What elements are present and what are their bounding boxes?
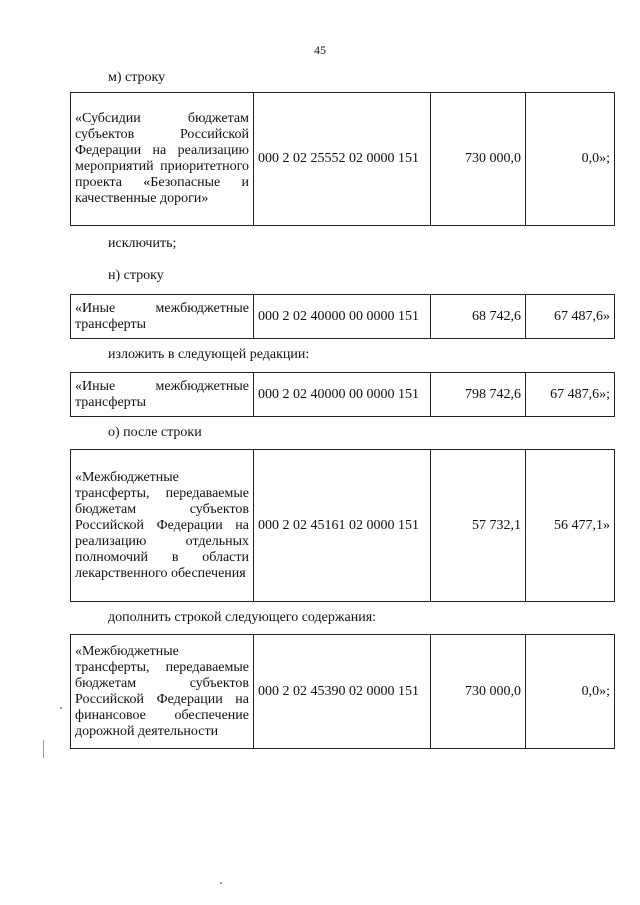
row-value-2: 56 477,1» (526, 450, 615, 602)
row-name: «Иные межбюджетные трансферты (71, 373, 254, 417)
row-code: 000 2 02 40000 00 0000 151 (254, 373, 431, 417)
table-row-n-new (70, 372, 615, 417)
instruction-m: м) строку (108, 70, 166, 85)
row-name: «Иные межбюджетные трансферты (71, 295, 254, 339)
table-row-m (70, 92, 615, 226)
table-row-n-old (70, 294, 615, 339)
row-value-1: 730 000,0 (431, 635, 526, 749)
row-code: 000 2 02 45390 02 0000 151 (254, 635, 431, 749)
scan-mark (220, 882, 222, 884)
table-row-o (70, 449, 615, 602)
row-value-1: 730 000,0 (431, 93, 526, 226)
row-name: «Межбюджетные трансферты, передаваемые бюджетам субъектов Российской Федерации на реализацию отдельных полномочий в области лекарственного обеспечения (71, 450, 254, 602)
row-value-2: 0,0»; (526, 635, 615, 749)
instruction-exclude: исключить; (108, 236, 177, 251)
scan-mark (60, 707, 62, 709)
row-name: «Межбюджетные трансферты, передаваемые бюджетам субъектов Российской Федерации на финансовое обеспечение дорожной деятельности (71, 635, 254, 749)
row-name: «Субсидии бюджетам субъектов Российской Федерации на реализацию мероприятий приоритетного проекта «Безопасные и качественные дороги» (71, 93, 254, 226)
row-value-1: 798 742,6 (431, 373, 526, 417)
row-value-1: 57 732,1 (431, 450, 526, 602)
row-value-2: 67 487,6» (526, 295, 615, 339)
row-code: 000 2 02 25552 02 0000 151 (254, 93, 431, 226)
instruction-o: о) после строки (108, 425, 202, 440)
table-row-add (70, 634, 615, 749)
row-value-2: 67 487,6»; (526, 373, 615, 417)
row-value-2: 0,0»; (526, 93, 615, 226)
row-value-1: 68 742,6 (431, 295, 526, 339)
row-code: 000 2 02 40000 00 0000 151 (254, 295, 431, 339)
page-number: 45 (314, 43, 326, 57)
instruction-edit: изложить в следующей редакции: (108, 347, 310, 362)
instruction-n: н) строку (108, 268, 164, 283)
row-code: 000 2 02 45161 02 0000 151 (254, 450, 431, 602)
scan-mark (43, 740, 44, 758)
instruction-add: дополнить строкой следующего содержания: (108, 610, 377, 625)
